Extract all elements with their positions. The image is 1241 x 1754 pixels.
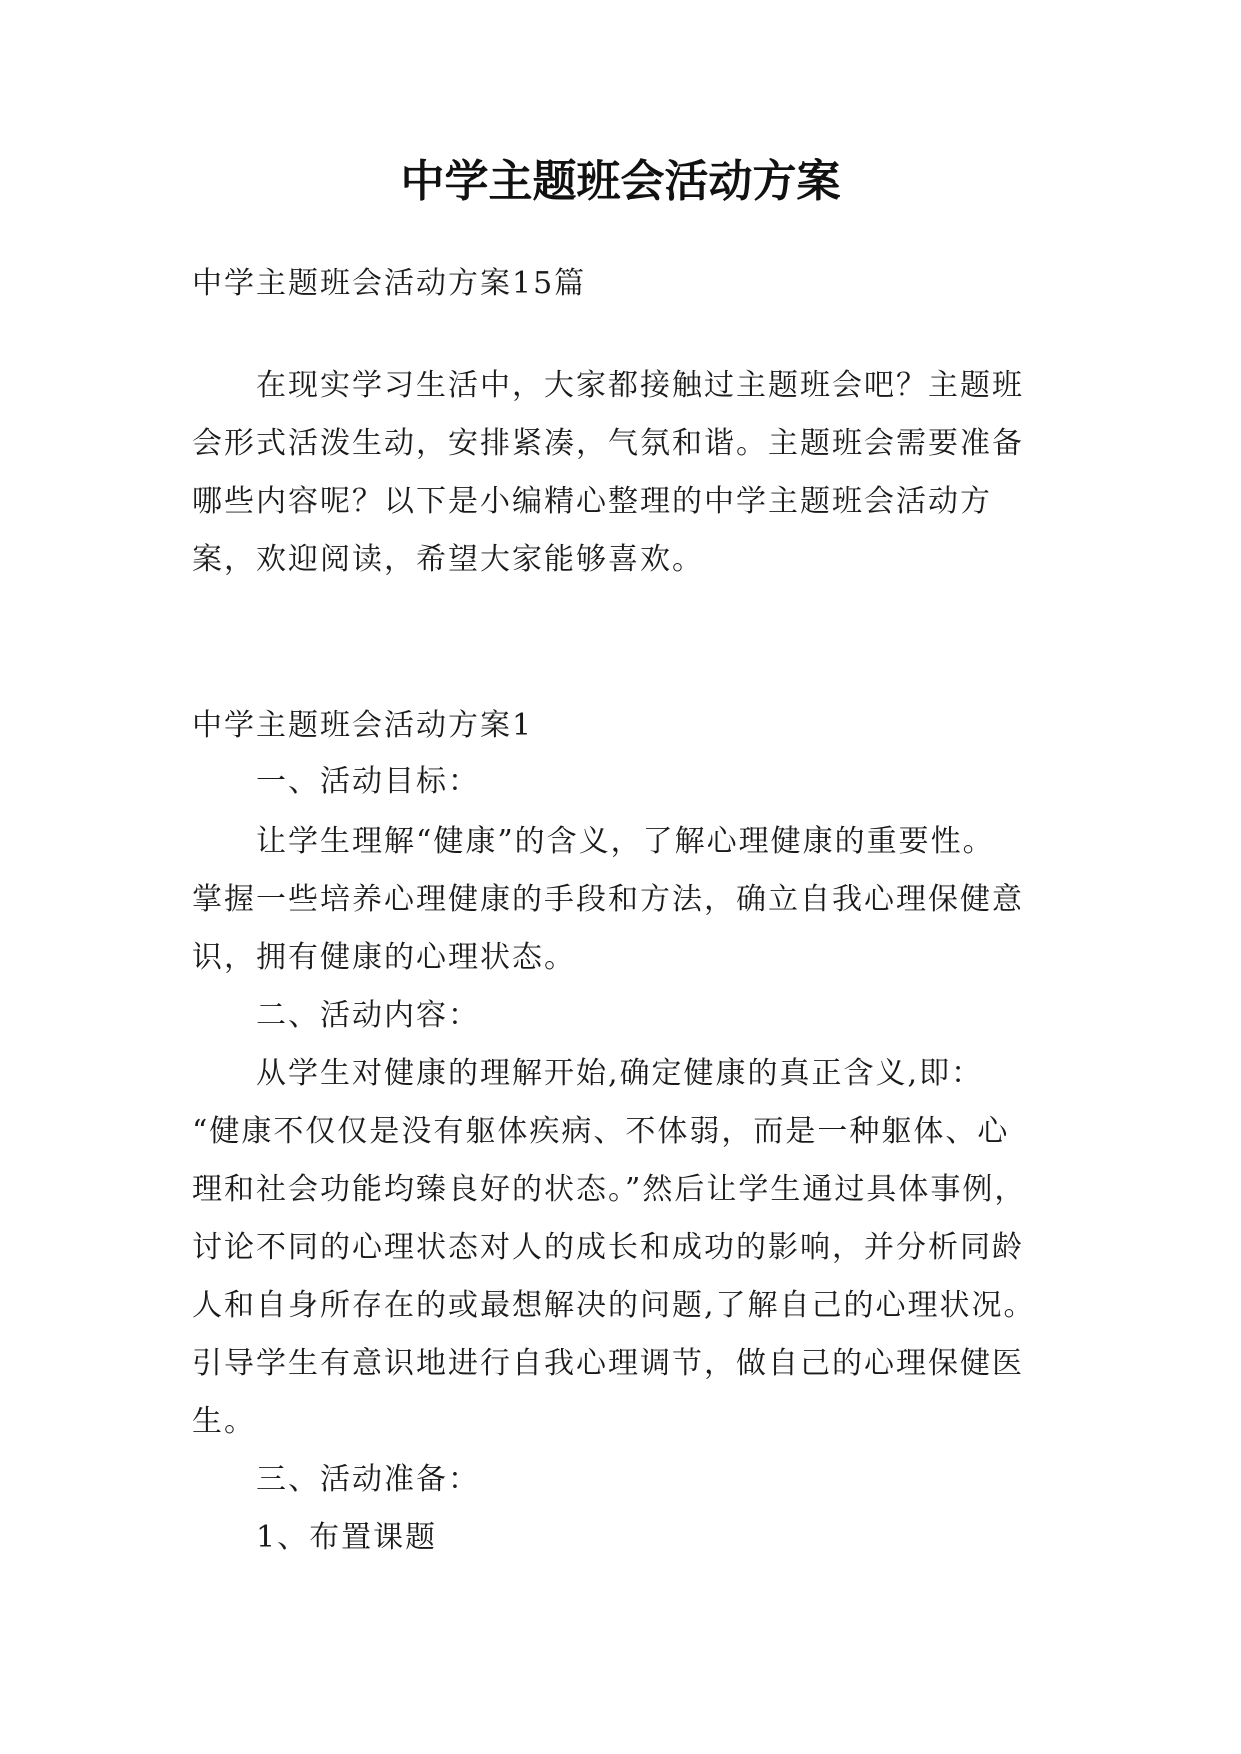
prep-item-1: 1、布置课题	[256, 1520, 438, 1555]
content-line-1: 从学生对健康的理解开始,确定健康的真正含义,即：	[256, 1056, 984, 1091]
goal-heading: 一、活动目标：	[256, 764, 480, 799]
content-heading: 二、活动内容：	[256, 998, 480, 1033]
content-line-2: “健康不仅仅是没有躯体疾病、不体弱，而是一种躯体、心	[192, 1114, 1010, 1149]
content-line-5: 人和自身所存在的或最想解决的问题,了解自己的心理状况。	[192, 1288, 1036, 1323]
content-line-4: 讨论不同的心理状态对人的成长和成功的影响，并分析同龄	[192, 1230, 1024, 1265]
content-line-6: 引导学生有意识地进行自我心理调节，做自己的心理保健医	[192, 1346, 1024, 1381]
intro-line-2: 会形式活泼生动，安排紧凑，气氛和谐。主题班会需要准备	[192, 426, 1024, 461]
goal-line-2: 掌握一些培养心理健康的手段和方法，确立自我心理保健意	[192, 882, 1024, 917]
prep-heading: 三、活动准备：	[256, 1462, 480, 1497]
goal-line-1: 让学生理解“健康”的含义，了解心理健康的重要性。	[256, 824, 995, 859]
intro-line-3: 哪些内容呢？以下是小编精心整理的中学主题班会活动方	[192, 484, 992, 519]
document-title: 中学主题班会活动方案	[400, 156, 841, 207]
section-heading: 中学主题班会活动方案1	[192, 708, 534, 743]
goal-line-3: 识，拥有健康的心理状态。	[192, 940, 576, 975]
document-subtitle: 中学主题班会活动方案15篇	[192, 266, 587, 301]
content-line-7: 生。	[192, 1404, 256, 1439]
content-line-3: 理和社会功能均臻良好的状态。”然后让学生通过具体事例，	[192, 1172, 1027, 1207]
intro-line-1: 在现实学习生活中，大家都接触过主题班会吧？主题班	[256, 368, 1024, 403]
intro-line-4: 案，欢迎阅读，希望大家能够喜欢。	[192, 542, 704, 577]
